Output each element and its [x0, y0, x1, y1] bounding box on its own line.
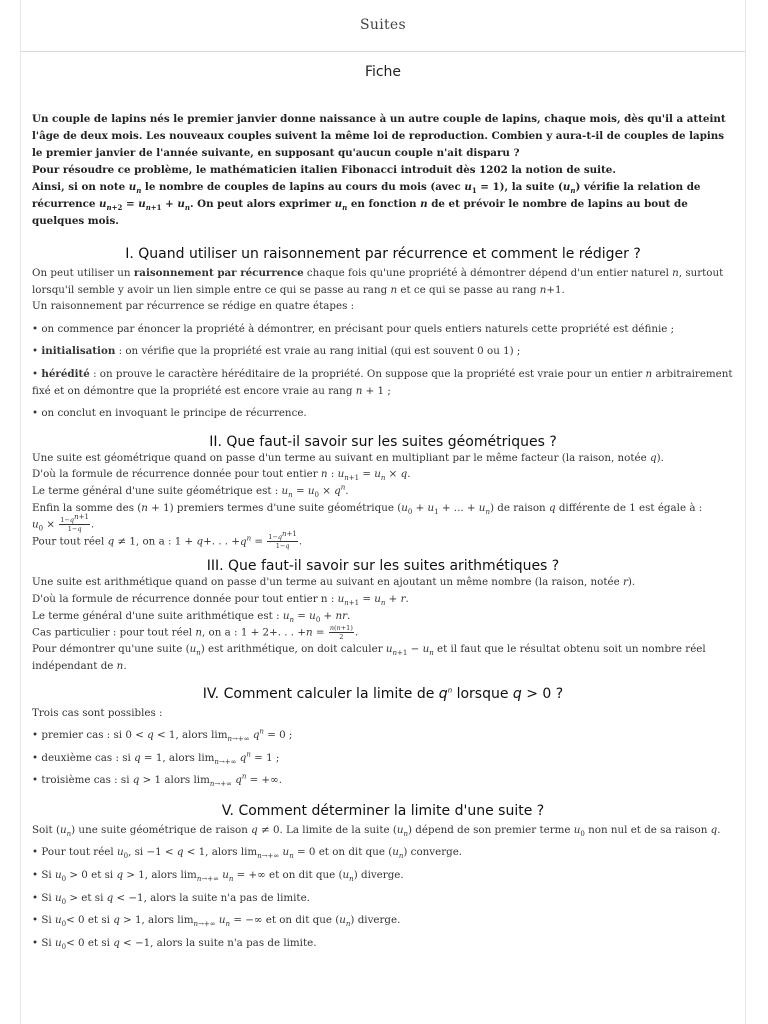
- s1-bullet-4: • on conclut en invoquant le principe de récurrence.: [32, 407, 307, 420]
- s2-line-6: Pour tout réel q ≠ 1, on a : 1 + q+. . . $+q^n$ = $\frac{1-q^{n+1}}{1-q}$ .: [32, 530, 303, 551]
- section-2-body: [32, 450, 734, 551]
- s4-bullet-3: • troisième cas : si q > 1 alors $\lim_{n\to+\infty} q^n$ = +∞.: [32, 772, 282, 789]
- intro-line-2: Pour résoudre ce problème, le mathématicien italien Fibonacci introduit dès 1202 la notion de suite.: [32, 164, 616, 176]
- intro-line-1: Un couple de lapins nés le premier janvier donne naissance à un autre couple de lapins, chaque mois, dès qu'il a atteint l'âge de deux mois. Les nouveaux couples suivent la même loi de reproduction. Combien y aura-t-il de couples de lapins le premier janvier de l'année suivante, en supposant qu'aucun couple n'ait disparu ?: [32, 113, 726, 159]
- s1-bullet-3: • hérédité : on prouve le caractère héréditaire de la propriété. On suppose que la propriété est vraie pour un entier n arbitrairement fixé et on démontre que la propriété est encore vraie au rang n + 1 ;: [32, 367, 733, 397]
- s1-paragraph-2: Un raisonnement par récurrence se rédige en quatre étapes :: [32, 300, 355, 313]
- section-3-heading: III. Que faut-il savoir sur les suites arithmétiques ?: [206, 558, 560, 575]
- document-content: [32, 111, 734, 951]
- s5-bullet-1: • Pour tout réel $u_0$, si −1 < q < 1, alors $\lim_{n\to+\infty} u_n = 0$ et on dit que $(u_n)$ converge.: [32, 846, 463, 861]
- section-3-body: [32, 574, 734, 674]
- s2-line-3: Le terme général d'une suite géométrique est : $u_n = u_0 \times q^n$.: [32, 483, 349, 499]
- s1-bullet-1: • on commence par énoncer la propriété à démontrer, en précisant pour quels entiers naturels cette propriété est définie ;: [32, 322, 675, 335]
- s4-intro: Trois cas sont possibles :: [32, 707, 163, 720]
- s2-line-2: D'où la formule de récurrence donnée pour tout entier n : $u_{n+1} = u_n \times q$.: [32, 468, 411, 483]
- section-5-body: [32, 822, 734, 952]
- s2-line-1: Une suite est géométrique quand on passe d'un terme au suivant en multipliant par le même facteur (la raison, notée q).: [32, 451, 664, 464]
- intro-paragraph: [32, 111, 734, 230]
- s5-bullet-2: • Si $u_0 > 0$ et si q > 1, alors $\lim_{n\to+\infty} u_n$ = +∞ et on dit que $(u_n)$ diverge.: [32, 868, 404, 883]
- s2-line-5: $u_0$ × $\frac{1-q^{n+1}}{1-q}$ .: [32, 512, 95, 534]
- section-5-heading: V. Comment déterminer la limite d'une suite ?: [221, 802, 545, 819]
- s5-bullet-4: • Si $u_0< 0$ et si q > 1, alors $\lim_{n\to+\infty} u_n$ = −∞ et on dit que $(u_n)$ diverge.: [32, 914, 401, 929]
- s1-paragraph-1: On peut utiliser un raisonnement par récurrence chaque fois qu'une propriété à démontrer dépend d'un entier naturel n, surtout lorsqu'il semble y avoir un lien simple entre ce qui se passe au rang n et ce qui se passe au rang n+1.: [32, 267, 724, 296]
- s5-bullet-5: • Si $u_0< 0$ et si q < −1, alors la suite n'a pas de limite.: [32, 936, 317, 951]
- page-title: Suites: [360, 17, 406, 33]
- header-divider: [21, 51, 745, 52]
- section-4-body: [32, 705, 734, 788]
- document-subtitle: Fiche: [364, 64, 402, 80]
- s3-line-5: Pour démontrer qu'une suite $(u_n)$ est arithmétique, on doit calculer $u_{n+1} - u_n$ et il faut que le résultat obtenu soit un nombre réel indépendant de n.: [32, 643, 706, 672]
- section-4-heading: IV. Comment calculer la limite de $q^n$ lorsque q > 0 ?: [202, 686, 564, 703]
- s5-intro: Soit $(u_n)$ une suite géométrique de raison q ≠ 0. La limite de la suite $(u_n)$ dépend de son premier terme $u_0$ non nul et de sa raison q.: [32, 823, 721, 838]
- intro-line-3: Ainsi, si on note $u_n$ le nombre de couples de lapins au cours du mois (avec $u_1 = 1$), la suite $(u_n)$ vérifie la relation de récurrence $u_{n+2} = u_{n+1} + u_n$. On peut alors exprimer $u_n$ en fonction n de et prévoir le nombre de lapins au bout de quelques mois.: [32, 181, 701, 227]
- section-1-heading: I. Quand utiliser un raisonnement par récurrence et comment le rédiger ?: [125, 246, 641, 262]
- s3-line-4: Cas particulier : pour tout réel n, on a : 1 + 2+. . . +n = $\frac{n(n+1)}{2}$ .: [32, 624, 359, 642]
- s3-line-2: D'où la formule de récurrence donnée pour tout entier n : $u_{n+1} = u_n + r$.: [32, 592, 409, 607]
- s2-line-4: Enfin la somme des (n + 1) premiers termes d'une suite géométrique ($u_0 + u_1$ + ... + $u_n$) de raison q différente de 1 est égale à :: [32, 501, 703, 516]
- s4-bullet-1: • premier cas : si 0 < q < 1, alors $\lim_{n\to+\infty} q^n = 0$ ;: [32, 727, 293, 744]
- s5-bullet-3: • Si $u_0$ > et si q < −1, alors la suite n'a pas de limite.: [32, 891, 310, 906]
- s3-line-3: Le terme général d'une suite arithmétique est : $u_n = u_0$ + nr.: [32, 609, 351, 624]
- section-2-heading: II. Que faut-il savoir sur les suites géométriques ?: [209, 433, 557, 450]
- section-1-body: [32, 265, 734, 422]
- page: [20, 0, 746, 1024]
- s4-bullet-2: • deuxième cas : si q = 1, alors $\lim_{n\to+\infty} q^n = 1$ ;: [32, 750, 280, 766]
- s1-bullet-2: • initialisation : on vérifie que la propriété est vraie au rang initial (qui est souvent 0 ou 1) ;: [32, 345, 521, 358]
- s3-line-1: Une suite est arithmétique quand on passe d'un terme au suivant en ajoutant un même nombre (la raison, notée r).: [32, 576, 636, 589]
